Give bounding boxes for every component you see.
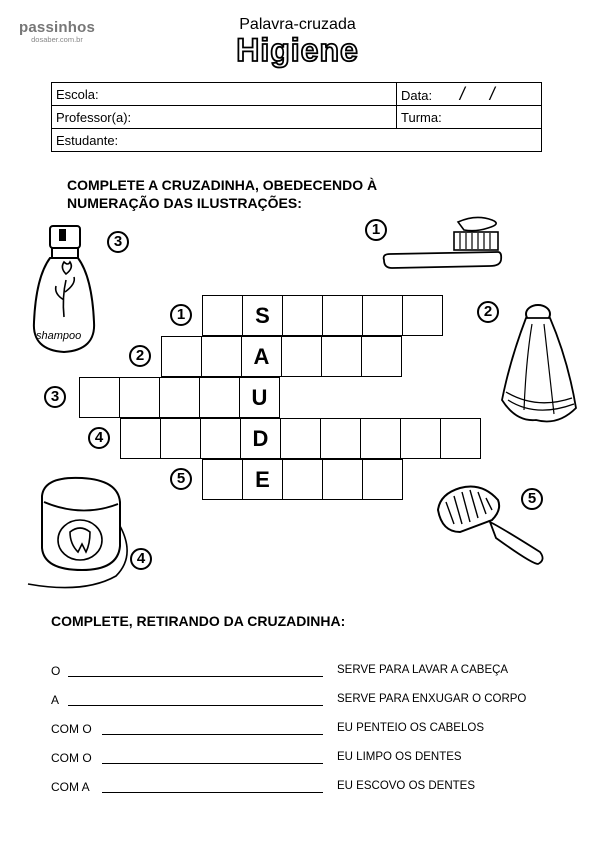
exercise-row-hint: SERVE PARA LAVAR A CABEÇA xyxy=(337,664,509,676)
towel-icon xyxy=(496,300,581,428)
crossword-cell[interactable] xyxy=(282,459,323,500)
crossword-cell[interactable] xyxy=(79,377,120,418)
crossword-cell[interactable] xyxy=(161,336,202,377)
school-field[interactable]: Escola: xyxy=(52,83,397,106)
crossword-cell[interactable] xyxy=(321,336,362,377)
crossword-clue-number: 2 xyxy=(129,345,151,367)
crossword-cell[interactable] xyxy=(202,295,243,336)
exercise-row-prefix: COM O xyxy=(51,751,92,765)
number-badge-toothbrush: 1 xyxy=(365,219,387,241)
number-badge-shampoo: 3 xyxy=(107,231,129,253)
crossword-cell[interactable] xyxy=(402,295,443,336)
crossword-cell[interactable] xyxy=(361,336,402,377)
date-field[interactable] xyxy=(397,83,542,106)
document-subtitle: Palavra-cruzada xyxy=(239,16,356,33)
brand-name: passinhos xyxy=(19,19,95,36)
document-title: Higiene xyxy=(236,32,359,68)
class-field[interactable]: Turma: xyxy=(397,106,542,129)
crossword-cell[interactable] xyxy=(400,418,441,459)
crossword-clue-number: 1 xyxy=(170,304,192,326)
teacher-field[interactable]: Professor(a): xyxy=(52,106,397,129)
exercise-row-hint: EU PENTEIO OS CABELOS xyxy=(337,722,484,734)
exercise-row-prefix: A xyxy=(51,693,60,707)
crossword-clue-number: 5 xyxy=(170,468,192,490)
instructions xyxy=(67,176,377,212)
exercise-answer-line[interactable] xyxy=(68,676,323,677)
crossword-cell[interactable] xyxy=(322,459,363,500)
crossword-cell[interactable] xyxy=(200,418,241,459)
number-badge-towel: 2 xyxy=(477,301,499,323)
date-label: Data: xyxy=(401,87,433,103)
crossword-cell[interactable] xyxy=(320,418,361,459)
crossword-cell[interactable] xyxy=(199,377,240,418)
number-badge-hairbrush: 5 xyxy=(521,488,543,510)
crossword-cell[interactable] xyxy=(119,377,160,418)
crossword-cell[interactable] xyxy=(201,336,242,377)
brand-site: dosaber.com.br xyxy=(31,35,83,44)
student-field[interactable]: Estudante: xyxy=(52,129,542,152)
number-badge-floss: 4 xyxy=(130,548,152,570)
exercise-answer-line[interactable] xyxy=(68,705,323,706)
toothbrush-icon xyxy=(380,214,505,272)
crossword-cell[interactable] xyxy=(202,459,243,500)
crossword-cell[interactable] xyxy=(280,418,321,459)
crossword-letter-cell: D xyxy=(240,418,281,459)
exercise-answer-line[interactable] xyxy=(102,734,323,735)
exercise-row-hint: EU LIMPO OS DENTES xyxy=(337,751,462,763)
crossword-cell[interactable] xyxy=(362,295,403,336)
exercise-row-hint: EU ESCOVO OS DENTES xyxy=(337,780,476,792)
exercise-answer-line[interactable] xyxy=(102,763,323,764)
shampoo-label: shampoo xyxy=(36,330,82,342)
instructions-line-2: NUMERAÇÃO DAS ILUSTRAÇÕES: xyxy=(67,195,302,211)
dental-floss-icon xyxy=(24,466,134,594)
crossword-cell[interactable] xyxy=(160,418,201,459)
student-info-table xyxy=(51,82,542,152)
crossword-cell[interactable] xyxy=(159,377,200,418)
crossword-cell[interactable] xyxy=(440,418,481,459)
exercise-row-prefix: COM O xyxy=(51,722,92,736)
crossword-clue-number: 4 xyxy=(88,427,110,449)
exercise-row-hint: SERVE PARA ENXUGAR O CORPO xyxy=(337,693,527,705)
crossword-letter-cell: S xyxy=(242,295,283,336)
instructions-line-1: COMPLETE A CRUZADINHA, OBEDECENDO À xyxy=(67,177,378,193)
crossword-letter-cell: U xyxy=(239,377,280,418)
exercise-answer-line[interactable] xyxy=(102,792,323,793)
crossword-clue-number: 3 xyxy=(44,386,66,408)
crossword-cell[interactable] xyxy=(322,295,363,336)
crossword-cell[interactable] xyxy=(281,336,322,377)
crossword-cell[interactable] xyxy=(360,418,401,459)
exercise-heading: COMPLETE, RETIRANDO DA CRUZADINHA: xyxy=(51,613,346,629)
crossword-letter-cell: E xyxy=(242,459,283,500)
date-separators: / / xyxy=(459,83,495,104)
crossword-cell[interactable] xyxy=(282,295,323,336)
exercise-row-prefix: COM A xyxy=(51,780,90,794)
crossword-letter-cell: A xyxy=(241,336,282,377)
crossword-cell[interactable] xyxy=(362,459,403,500)
exercise-row-prefix: O xyxy=(51,664,61,678)
crossword-cell[interactable] xyxy=(120,418,161,459)
